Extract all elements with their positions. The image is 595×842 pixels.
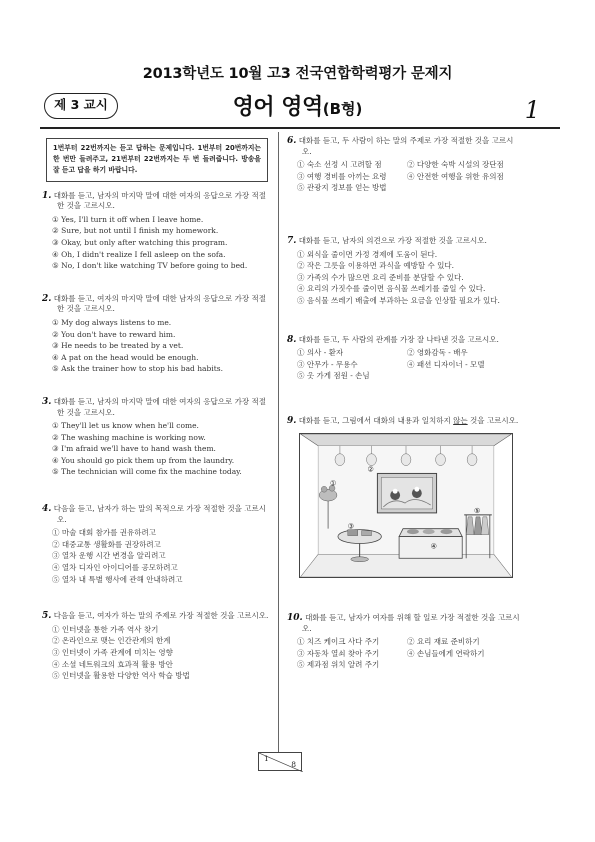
question-number: 4. (42, 504, 52, 515)
exam-type: (B형) (322, 100, 363, 118)
question-9 (287, 416, 523, 581)
question-stem (42, 397, 272, 418)
question-text: 대화를 듣고, 두 사람이 하는 말의 주제로 가장 적절한 것을 고르시오. (298, 136, 514, 156)
underlined-word: 않는 (453, 415, 468, 425)
picture-label-1: ① (330, 478, 337, 487)
option-2: ② The washing machine is working now. (52, 432, 206, 442)
option-row (287, 172, 523, 183)
option-4: ④ You should go pick them up from the laundry. (52, 455, 235, 465)
question-text: 대화를 듣고, 두 사람의 관계를 가장 잘 나타낸 것을 고르시오. (298, 334, 499, 344)
question-text: 대화를 듣고, 남자의 의견으로 가장 적절한 것을 고르시오. (298, 235, 487, 245)
question-number: 7. (287, 235, 297, 246)
option-4: ④ 안전한 여행을 위한 유의점 (407, 171, 504, 181)
option-2: ② 요리 재료 준비하기 (407, 637, 480, 647)
option-3: ③ Okay, but only after watching this program. (52, 237, 228, 247)
question-number: 10. (287, 613, 303, 624)
option-1: ① My dog always listens to me. (52, 317, 172, 327)
question-stem (42, 504, 272, 525)
question-stem (42, 611, 272, 622)
option-4: ④ Oh, I didn't realize I fell asleep on the sofa. (52, 249, 226, 259)
option-1: ① Yes, I'll turn it off when I leave home. (52, 214, 204, 224)
option-3: ③ 열차 운행 시간 변경을 알리려고 (52, 551, 166, 561)
option-4: ④ 열차 디자인 아이디어를 공모하려고 (52, 563, 178, 573)
option-2: ② 영화감독 - 배우 (407, 348, 468, 358)
option-row (287, 360, 523, 371)
question-4 (42, 504, 272, 585)
option-1: ① 마술 대회 참가를 권유하려고 (52, 528, 156, 538)
question-2 (42, 294, 272, 375)
option-2: ② 온라인으로 맺는 인간관계의 한계 (52, 636, 171, 646)
option-2: ② 대중교통 생활화를 권장하려고 (52, 539, 161, 549)
option-2: ② 다양한 숙박 시설의 장단점 (407, 160, 504, 170)
page-indicator (258, 752, 302, 771)
question-number: 6. (287, 136, 297, 146)
question-3 (42, 397, 272, 478)
option-row (287, 649, 523, 660)
question-text: 다음을 듣고, 남자가 하는 말의 목적으로 가장 적절한 것을 고르시오. (53, 504, 267, 524)
question-number: 9. (287, 415, 297, 426)
picture-label-4: ④ (430, 541, 437, 550)
option-4: ④ A pat on the head would be enough. (52, 352, 199, 362)
question-stem (42, 191, 272, 212)
session-badge: 제 3 교시 (44, 93, 118, 119)
question-1 (42, 191, 272, 272)
question-stem (287, 416, 523, 427)
option-1: ① 의사 - 환자 (297, 348, 344, 358)
question-number: 2. (42, 293, 52, 304)
question-text: 다음을 듣고, 여자가 하는 말의 주제로 가장 적절한 것을 고르시오. (53, 611, 269, 621)
option-5: ⑤ 관광지 정보를 얻는 방법 (297, 183, 387, 193)
question-stem (287, 335, 523, 346)
option-5: ⑤ 음식물 쓰레기 배출에 부과하는 요금을 인상할 필요가 있다. (297, 295, 500, 305)
option-3: ③ 여행 경비를 아끼는 요령 (297, 171, 387, 181)
right-column (287, 136, 523, 671)
option-row (287, 348, 523, 359)
question-text: 대화를 듣고, 남자의 마지막 말에 대한 여자의 응답으로 가장 적절한 것을 고르시오. (53, 396, 267, 417)
option-row (287, 637, 523, 648)
question-8 (287, 335, 523, 382)
column-divider (278, 132, 279, 752)
option-4: ④ 손님들에게 연락하기 (407, 648, 485, 658)
option-row (287, 160, 523, 171)
option-2: ② You don't have to reward him. (52, 329, 176, 339)
question-number: 3. (42, 396, 52, 407)
header-rule (40, 127, 560, 129)
option-3: ③ 인터넷이 가족 관계에 미치는 영향 (52, 648, 173, 658)
option-2: ② Sure, but not until I finish my homework. (52, 226, 219, 236)
page-number: 1 (524, 96, 540, 124)
listening-notice: 1번부터 22번까지는 듣고 답하는 문제입니다. 1번부터 20번까지는 한 번만 들려주고, 21번부터 22번까지는 두 번 들려줍니다. 방송을 잘 듣고 답을 하기 바랍니다. (46, 138, 268, 182)
picture-label-3: ③ (347, 522, 355, 531)
question-stem (287, 136, 523, 157)
question-stem (42, 294, 272, 315)
picture-label-2: ② (367, 464, 374, 473)
question-text: 대화를 듣고, 남자의 마지막 말에 대한 여자의 응답으로 가장 적절한 것을 고르시오. (53, 190, 267, 211)
option-1: ① 숙소 선정 시 고려할 점 (297, 160, 382, 170)
option-5: ⑤ 옷 가게 점원 - 손님 (297, 371, 370, 381)
option-4: ④ 패션 디자이너 - 모델 (407, 359, 485, 369)
option-4: ④ 요리의 가짓수를 줄이면 음식물 쓰레기를 줄일 수 있다. (297, 284, 486, 294)
option-1: ① They'll let us know when he'll come. (52, 421, 199, 431)
option-1: ① 치즈 케이크 사다 주기 (297, 637, 380, 647)
exam-title: 2013학년도 10월 고3 전국연합학력평가 문제지 (142, 66, 453, 82)
question-text: 대화를 듣고, 남자가 여자를 위해 할 일로 가장 적절한 것을 고르시오. (302, 613, 520, 633)
shop-illustration (299, 433, 513, 578)
question-number: 8. (287, 334, 297, 345)
option-5: ⑤ The technician will come fix the machine today. (52, 467, 242, 477)
question-stem (287, 613, 523, 634)
subject-name: 영어 영역 (232, 95, 323, 120)
option-3: ③ 가족의 수가 많으면 요리 준비를 분담할 수 있다. (297, 272, 464, 282)
option-5: ⑤ Ask the trainer how to stop his bad habits. (52, 364, 223, 374)
option-3: ③ 자동차 열쇠 찾아 주기 (297, 648, 380, 658)
left-column (42, 136, 272, 682)
option-3: ③ I'm afraid we'll have to hand wash them. (52, 444, 216, 454)
option-3: ③ 안무가 - 무용수 (297, 359, 358, 369)
option-4: ④ 소셜 네트워크의 효과적 활용 방안 (52, 659, 173, 669)
picture-label-5: ⑤ (474, 506, 481, 515)
option-5: ⑤ 제과점 위치 알려 주기 (297, 660, 380, 670)
question-number: 1. (42, 190, 52, 201)
question-stem (287, 236, 523, 247)
question-text-end: 것을 고르시오. (467, 415, 519, 425)
question-7 (287, 236, 523, 307)
option-5: ⑤ 열차 내 특별 행사에 관해 안내하려고 (52, 574, 183, 584)
question-text: 대화를 듣고, 여자의 마지막 말에 대한 남자의 응답으로 가장 적절한 것을 고르시오. (53, 293, 267, 314)
total-pages: 8 (291, 760, 296, 769)
option-3: ③ He needs to be treated by a vet. (52, 341, 184, 351)
option-1: ① 외식을 줄이면 가정 경제에 도움이 된다. (297, 249, 438, 259)
option-5: ⑤ 인터넷을 활용한 다양한 역사 학습 방법 (52, 671, 190, 681)
option-2: ② 작은 그릇을 이용하면 과식을 예방할 수 있다. (297, 261, 454, 271)
question-number: 5. (42, 611, 52, 622)
current-page: 1 (264, 754, 269, 763)
option-1: ① 인터넷을 통한 가족 역사 찾기 (52, 624, 159, 634)
option-5: ⑤ No, I don't like watching TV before going to bed. (52, 261, 248, 271)
question-5 (42, 611, 272, 682)
question-10 (287, 613, 523, 671)
question-6 (287, 136, 523, 194)
question-text: 대화를 듣고, 그림에서 대화의 내용과 일치하지 (298, 415, 454, 425)
